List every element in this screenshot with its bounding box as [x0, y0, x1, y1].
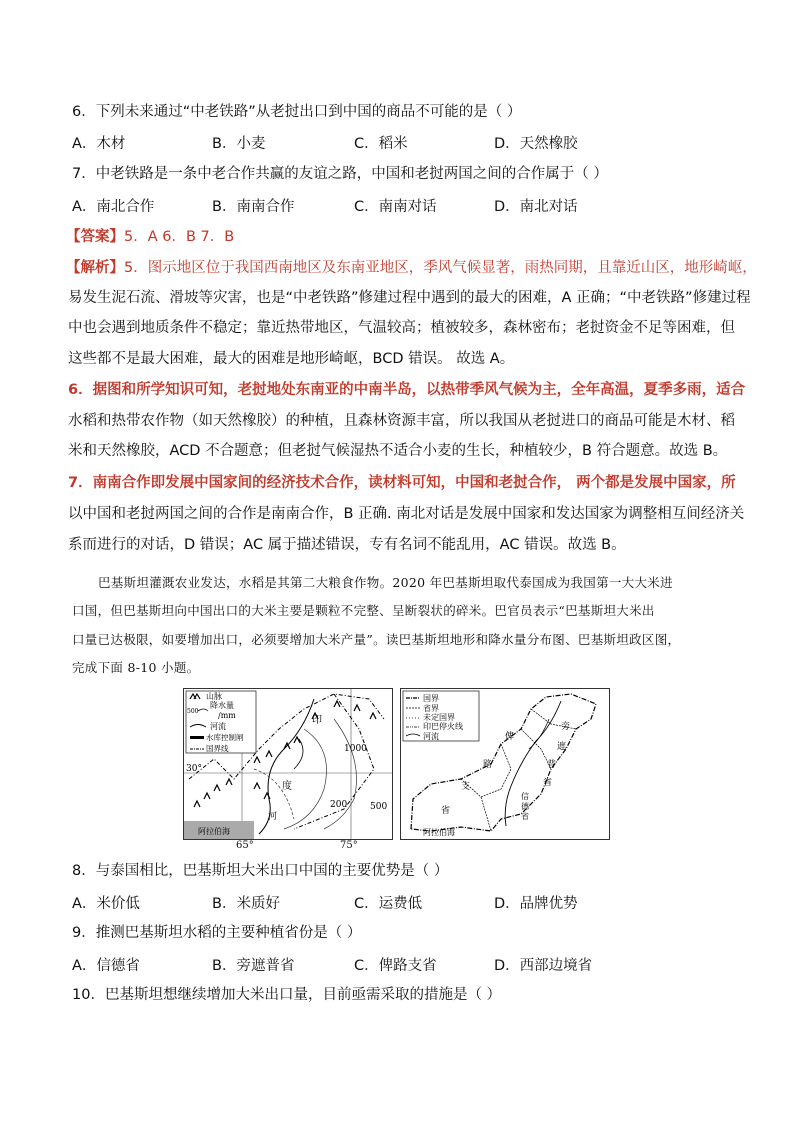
latitude-30: 30°	[186, 764, 202, 774]
sea-label: 阿拉伯海	[423, 828, 455, 837]
legend-mountain: 山脉	[206, 692, 222, 701]
sea-label: 阿拉伯海	[198, 827, 230, 836]
question-6-options	[72, 132, 672, 152]
question-9-options	[72, 954, 672, 974]
analysis-line-7: 米和天然橡胶，ACD 不合题意；但老挝气候湿热不适合小麦的生长，种植较少，B 符合题意。故选 B。	[68, 443, 728, 459]
legend-ceasefire-line: 印巴停火线	[423, 722, 463, 731]
analysis-line-3: 中也会遇到地质条件不稳定；靠近热带地区，气温较高；植被较多，森林密布；老挝资金不足等困难，但	[68, 320, 735, 336]
isoline-1000: 1000	[344, 744, 367, 754]
label-pang: 旁	[561, 722, 571, 732]
legend-provincial-border: 省界	[423, 704, 439, 713]
analysis-text: 5．图示地区位于我国西南地区及东南亚地区，季风气候显著，雨热同期，且靠近山区，地形崎岖，	[124, 260, 757, 276]
label-pu: 普	[547, 760, 557, 770]
label-sheng-2: 省	[543, 778, 553, 788]
option-b: B．旁遮普省	[212, 958, 295, 974]
analysis-line-8	[68, 473, 736, 493]
analysis-line-5	[68, 380, 745, 400]
answer-text: 5．A 6．B 7．B	[124, 229, 235, 245]
label-lu: 路	[483, 760, 493, 770]
analysis-tag: 【解析】	[66, 260, 124, 276]
legend-dam: 水库控制闸	[206, 733, 244, 742]
isoline-200: 200	[330, 800, 348, 810]
answer-tag: 【答案】	[66, 229, 124, 245]
longitude-75: 75°	[340, 840, 358, 851]
passage-line-1: 巴基斯坦灌溉农业发达，水稻是其第二大粮食作物。2020 年巴基斯坦取代泰国成为我国第一大大米进	[98, 575, 673, 590]
question-8-stem: 8．与泰国相比，巴基斯坦大米出口中国的主要优势是（ ）	[72, 863, 449, 879]
label-sheng-1: 省	[441, 806, 451, 816]
isoline-500: 500	[370, 802, 388, 812]
option-d: D．南北对话	[494, 199, 578, 215]
legend-river: 河流	[423, 732, 439, 741]
passage-line-2: 口国，但巴基斯坦向中国出口的大米主要是颗粒不完整、呈断裂状的碎米。巴官员表示“巴基斯坦大米出	[72, 603, 655, 618]
option-a: A．木材	[72, 136, 126, 152]
legend-undetermined-border: 未定国界	[423, 713, 455, 722]
option-c: C．南南对话	[354, 199, 437, 215]
option-b: B．南南合作	[212, 199, 295, 215]
legend-unit: /mm	[218, 711, 236, 720]
label-sheng-3: 省	[521, 812, 529, 821]
analysis-item-7: 7．南南合作即发展中国家间的经济技术合作，读材料可知，中国和老挝合作， 两个都是发展中国家，所	[68, 475, 736, 491]
analysis-line-9: 以中国和老挝两国之间的合作是南南合作，B 正确. 南北对话是发展中国家和发达国家为调整相互间经济关	[68, 506, 745, 522]
question-6-stem: 6．下列未来通过“中老铁路”从老挝出口到中国的商品不可能的是（ ）	[72, 104, 522, 120]
option-d: D．天然橡胶	[494, 136, 578, 152]
option-a: A．南北合作	[72, 199, 155, 215]
legend-national-border: 国界	[423, 694, 439, 703]
label-de: 德	[521, 802, 529, 811]
question-9-stem: 9．推测巴基斯坦水稻的主要种植省份是（ ）	[72, 925, 362, 941]
label-xin: 信	[521, 792, 529, 801]
dam-icon	[190, 736, 204, 739]
analysis-line-2: 易发生泥石流、滑坡等灾害，也是“中老铁路”修建过程中遇到的最大的困难，A 正确；“中老铁路”修建过程	[68, 290, 751, 306]
political-map	[400, 688, 610, 840]
option-c: C．稻米	[354, 136, 408, 152]
label-bei: 俾	[505, 732, 515, 742]
legend-border: 国界线	[206, 744, 229, 753]
option-a: A．信德省	[72, 958, 140, 974]
label-yin: 印	[312, 715, 322, 726]
option-b: B．小麦	[212, 136, 266, 152]
label-du: 度	[282, 781, 292, 792]
option-c: C．俾路支省	[354, 958, 437, 974]
analysis-line-4: 这些都不是最大困难，最大的困难是地形崎岖，BCD 错误。 故选 A。	[68, 351, 515, 367]
passage-line-3: 口量已达极限，如要增加出口，必须要增加大米产量”。读巴基斯坦地形和降水量分布图、巴基斯坦政区图，	[72, 632, 681, 647]
longitude-65: 65°	[236, 840, 254, 851]
question-7-stem: 7．中老铁路是一条中老合作共赢的友谊之路，中国和老挝两国之间的合作属于（ ）	[72, 166, 608, 182]
legend-500: 500	[187, 708, 199, 715]
option-d: D．品牌优势	[494, 896, 578, 912]
label-he: 河	[268, 812, 278, 822]
answer-line	[66, 227, 234, 247]
question-8-options	[72, 892, 672, 912]
terrain-precipitation-map	[183, 688, 393, 840]
analysis-line-1	[66, 258, 757, 278]
analysis-line-10: 系而进行的对话，D 错误；AC 属于描述错误，专有名词不能乱用，AC 错误。故选 B。	[68, 537, 626, 553]
option-c: C．运费低	[354, 896, 423, 912]
label-zhi: 支	[461, 782, 471, 792]
analysis-line-6: 水稻和热带农作物（如天然橡胶）的种植，且森林资源丰富，所以我国从老挝进口的商品可能是木材、稻	[68, 413, 735, 429]
option-b: B．米质好	[212, 896, 280, 912]
legend-precip: 降水量	[210, 701, 234, 710]
option-a: A．米价低	[72, 896, 140, 912]
analysis-item-6: 6．据图和所学知识可知，老挝地处东南亚的中南半岛，以热带季风气候为主，全年高温，夏季多雨，适合	[68, 382, 746, 398]
question-7-options	[72, 195, 672, 215]
legend-river: 河流	[210, 722, 226, 731]
passage-line-4: 完成下面 8-10 小题。	[72, 660, 200, 675]
question-10-stem: 10．巴基斯坦想继续增加大米出口量，目前亟需采取的措施是（ ）	[72, 987, 502, 1003]
label-zhe: 遮	[557, 742, 567, 752]
option-d: D．西部边境省	[494, 958, 593, 974]
